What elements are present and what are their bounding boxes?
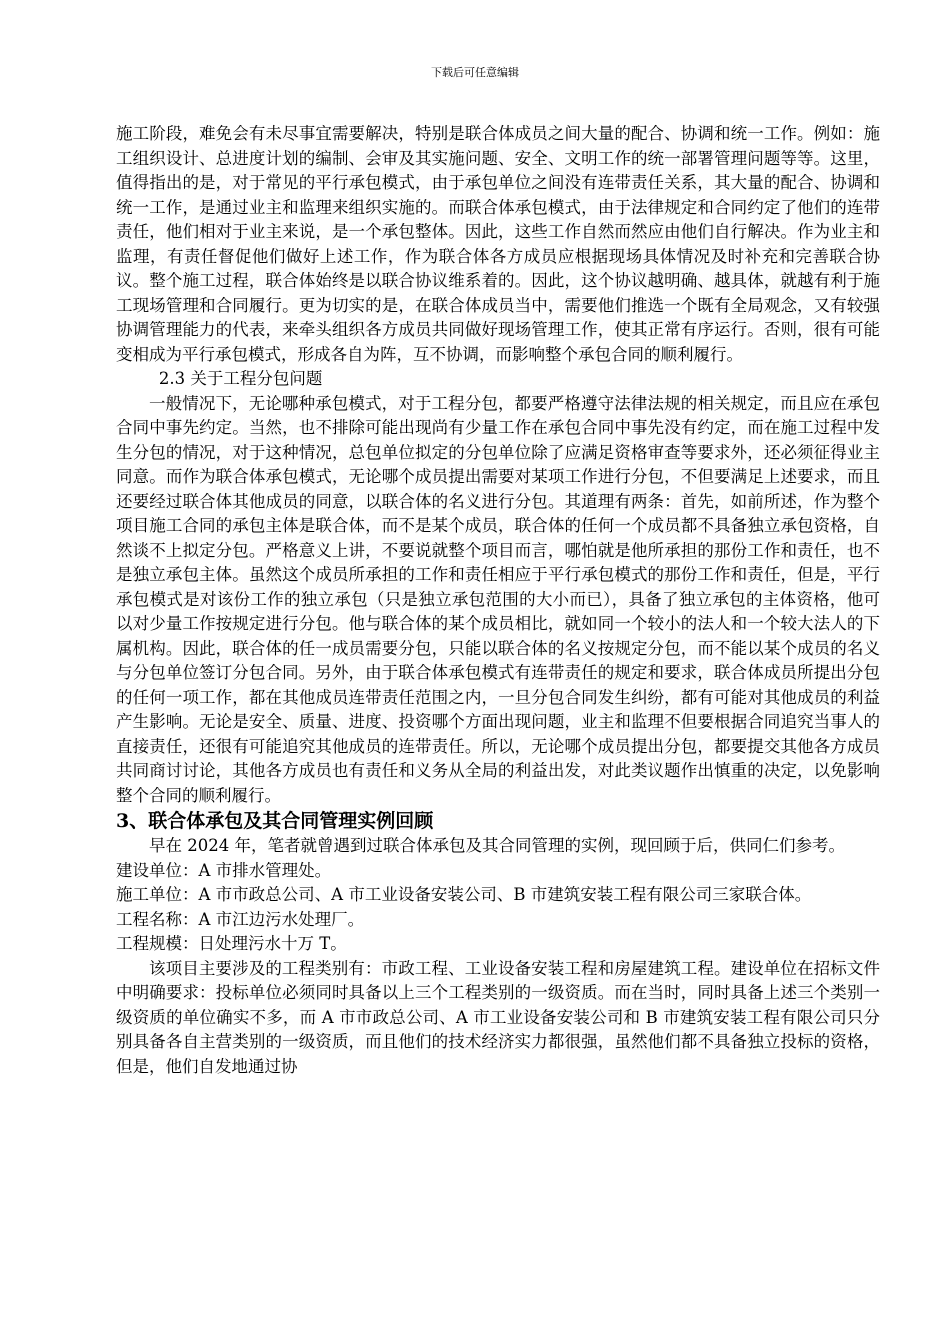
owner-line: 建设单位：A 市排水管理处。 [116,860,332,880]
subsection-heading-subcontracting: 2.3 关于工程分包问题 [158,369,323,388]
document-body [116,122,880,1079]
paragraph-project-categories: 该项目主要涉及的工程类别有：市政工程、工业设备安装工程和房屋建筑工程。建设单位在招标文件中明确要求：投标单位必须同时具备以上三个工程类别的一级资质。而在当时，同时具备上述三个类别一级资质的单位确实不多，而 A 市市政总公司、A 市工业设备安装公司和 B 市建筑安装工程有限公司只分别具备各自主营类别的一级资质，而且他们的技术经济实力都很强，虽然他们都不具备独立投标的资格，但是，他们自发地通过协 [116,958,880,1076]
project-name-line: 工程名称：A 市江边污水处理厂。 [116,909,365,929]
contractor-line: 施工单位：A 市市政总公司、A 市工业设备安装公司、B 市建筑安装工程有限公司三家联合体。 [116,885,812,904]
page-header: 下载后可任意编辑 [431,66,519,79]
paragraph-subcontracting: 一般情况下，无论哪种承包模式，对于工程分包，都要严格遵守法律法规的相关规定，而且应在承包合同中事先约定。当然，也不排除可能出现尚有少量工作在承包合同中事先没有约定，而在施工过程中发生分包的情况，对于这种情况，总包单位拟定的分包单位除了应满足资格审查等要求外，还必须征得业主同意。而作为联合体承包模式，无论哪个成员提出需要对某项工作进行分包，不但要满足上述要求，而且还要经过联合体其他成员的同意，以联合体的名义进行分包。其道理有两条：首先，如前所述，作为整个项目施工合同的承包主体是联合体，而不是某个成员，联合体的任何一个成员都不具备独立承包资格，自然谈不上拟定分包。严格意义上讲，不要说就整个项目而言，哪怕就是他所承担的那份工作和责任，也不是独立承包主体。虽然这个成员所承担的工作和责任相应于平行承包模式的那份工作和责任，但是，平行承包模式是对该份工作的独立承包（只是独立承包范围的大小而已），具备了独立承包的主体资格，他可以对少量工作按规定进行分包。他与联合体的某个成员相比，就如同一个较小的法人和一个较大法人的下属机构。因此，联合体的任一成员需要分包，只能以联合体的名义按规定分包，而不能以某个成员的名义与分包单位签订分包合同。另外，由于联合体承包模式有连带责任的规定和要求，联合体成员所提出分包的任何一项工作，都在其他成员连带责任范围之内，一旦分包合同发生纠纷，都有可能对其他成员的利益产生影响。无论是安全、质量、进度、投资哪个方面出现问题，业主和监理不但要根据合同追究当事人的直接责任，还很有可能追究其他成员的连带责任。所以，无论哪个成员提出分包，都要提交其他各方成员共同商讨讨论，其他各方成员也有责任和义务从全局的利益出发，对此类议题作出慎重的决定，以免影响整个合同的顺利履行。 [116,393,880,805]
section-heading-case-review: 3、联合体承包及其合同管理实例回顾 [116,810,434,832]
project-scale-line: 工程规模：日处理污水十万 T。 [116,934,347,953]
paragraph-case-intro: 早在 2024 年，笔者就曾遇到过联合体承包及其合同管理的实例，现回顾于后，供同仁们参考。 [149,836,845,855]
paragraph-site-coordination: 施工阶段，难免会有未尽事宜需要解决，特别是联合体成员之间大量的配合、协调和统一工作。例如：施工组织设计、总进度计划的编制、会审及其实施问题、安全、文明工作的统一部署管理问题等等。这里，值得指出的是，对于常见的平行承包模式，由于承包单位之间没有连带责任关系，其大量的配合、协调和统一工作，是通过业主和监理来组织实施的。而联合体承包模式，由于法律规定和合同约定了他们的连带责任，他们相对于业主来说，是一个承包整体。因此，这些工作自然而然应由他们自行解决。作为业主和监理，有责任督促他们做好上述工作，作为联合体各方成员应根据现场具体情况及时补充和完善联合协议。整个施工过程，联合体始终是以联合协议维系着的。因此，这个协议越明确、越具体，就越有利于施工现场管理和合同履行。更为切实的是，在联合体成员当中，需要他们推选一个既有全局观念，又有较强协调管理能力的代表，来牵头组织各方成员共同做好现场管理工作，使其正常有序运行。否则，很有可能变相成为平行承包模式，形成各自为阵，互不协调，而影响整个承包合同的顺利履行。 [116,124,880,364]
